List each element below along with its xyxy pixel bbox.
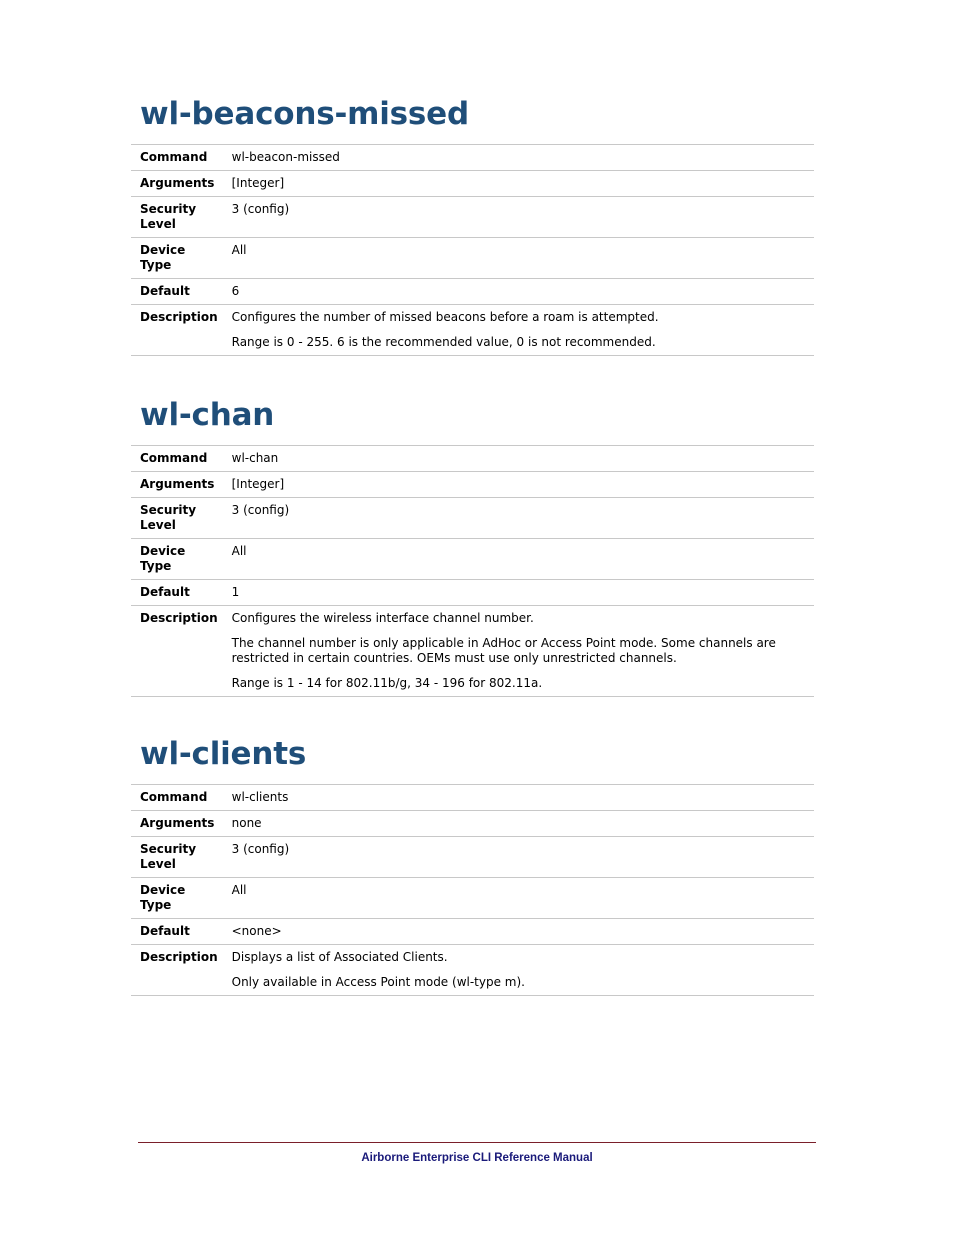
table-row xyxy=(131,279,814,305)
row-key: Security Level xyxy=(131,197,224,238)
section-title: wl-chan xyxy=(140,397,275,433)
section-wl-beacons-missed xyxy=(131,94,814,356)
table-row xyxy=(131,446,814,472)
table-row xyxy=(131,785,814,811)
section-title: wl-clients xyxy=(140,736,307,772)
row-value: <none> xyxy=(224,919,814,945)
row-value: 3 (config) xyxy=(224,498,814,539)
description-paragraph: Range is 1 - 14 for 802.11b/g, 34 - 196 for 802.11a. xyxy=(231,676,543,690)
row-key: Device Type xyxy=(131,238,224,279)
table-row xyxy=(131,145,814,171)
table-row xyxy=(131,606,814,697)
table-row xyxy=(131,837,814,878)
row-key: Arguments xyxy=(131,472,224,498)
table-row xyxy=(131,472,814,498)
table-row xyxy=(131,197,814,238)
row-value: All xyxy=(224,238,814,279)
row-value: none xyxy=(224,811,814,837)
row-value: All xyxy=(224,539,814,580)
row-value: 1 xyxy=(224,580,814,606)
section-title: wl-beacons-missed xyxy=(140,96,469,132)
command-table xyxy=(131,445,814,697)
table-row xyxy=(131,498,814,539)
row-key: Description xyxy=(131,945,224,996)
description-paragraph: The channel number is only applicable in AdHoc or Access Point mode. Some channels are restricted in certain countries. OEMs must use only unrestricted channels. xyxy=(231,636,776,665)
row-value: All xyxy=(224,878,814,919)
row-value: [Integer] xyxy=(224,171,814,197)
row-key: Command xyxy=(131,446,224,472)
row-key: Arguments xyxy=(131,811,224,837)
row-key: Command xyxy=(131,785,224,811)
table-row xyxy=(131,238,814,279)
row-key: Command xyxy=(131,145,224,171)
description-paragraph: Only available in Access Point mode (wl-type m). xyxy=(231,975,525,989)
row-key: Device Type xyxy=(131,539,224,580)
table-row xyxy=(131,305,814,356)
command-table xyxy=(131,144,814,356)
description-cell xyxy=(224,606,814,697)
row-key: Default xyxy=(131,279,224,305)
row-value: 6 xyxy=(224,279,814,305)
row-key: Default xyxy=(131,919,224,945)
row-value: wl-chan xyxy=(224,446,814,472)
row-key: Arguments xyxy=(131,171,224,197)
table-row xyxy=(131,539,814,580)
description-paragraph: Range is 0 - 255. 6 is the recommended value, 0 is not recommended. xyxy=(231,335,656,349)
description-paragraph: Configures the number of missed beacons before a roam is attempted. xyxy=(231,310,659,324)
row-value: 3 (config) xyxy=(224,197,814,238)
description-paragraph: Configures the wireless interface channel number. xyxy=(231,611,534,625)
row-key: Description xyxy=(131,606,224,697)
row-value: [Integer] xyxy=(224,472,814,498)
table-row xyxy=(131,580,814,606)
row-key: Security Level xyxy=(131,498,224,539)
row-value: 3 (config) xyxy=(224,837,814,878)
table-row xyxy=(131,945,814,996)
footer-title: Airborne Enterprise CLI Reference Manual xyxy=(361,1152,593,1164)
row-value: wl-clients xyxy=(224,785,814,811)
table-row xyxy=(131,878,814,919)
row-value: wl-beacon-missed xyxy=(224,145,814,171)
table-row xyxy=(131,171,814,197)
description-cell xyxy=(224,945,814,996)
footer-divider xyxy=(138,1142,816,1143)
row-key: Security Level xyxy=(131,837,224,878)
row-key: Description xyxy=(131,305,224,356)
row-key: Device Type xyxy=(131,878,224,919)
row-key: Default xyxy=(131,580,224,606)
description-paragraph: Displays a list of Associated Clients. xyxy=(231,950,448,964)
section-wl-clients xyxy=(131,734,814,996)
table-row xyxy=(131,811,814,837)
command-table xyxy=(131,784,814,996)
description-cell xyxy=(224,305,814,356)
table-row xyxy=(131,919,814,945)
section-wl-chan xyxy=(131,395,814,697)
